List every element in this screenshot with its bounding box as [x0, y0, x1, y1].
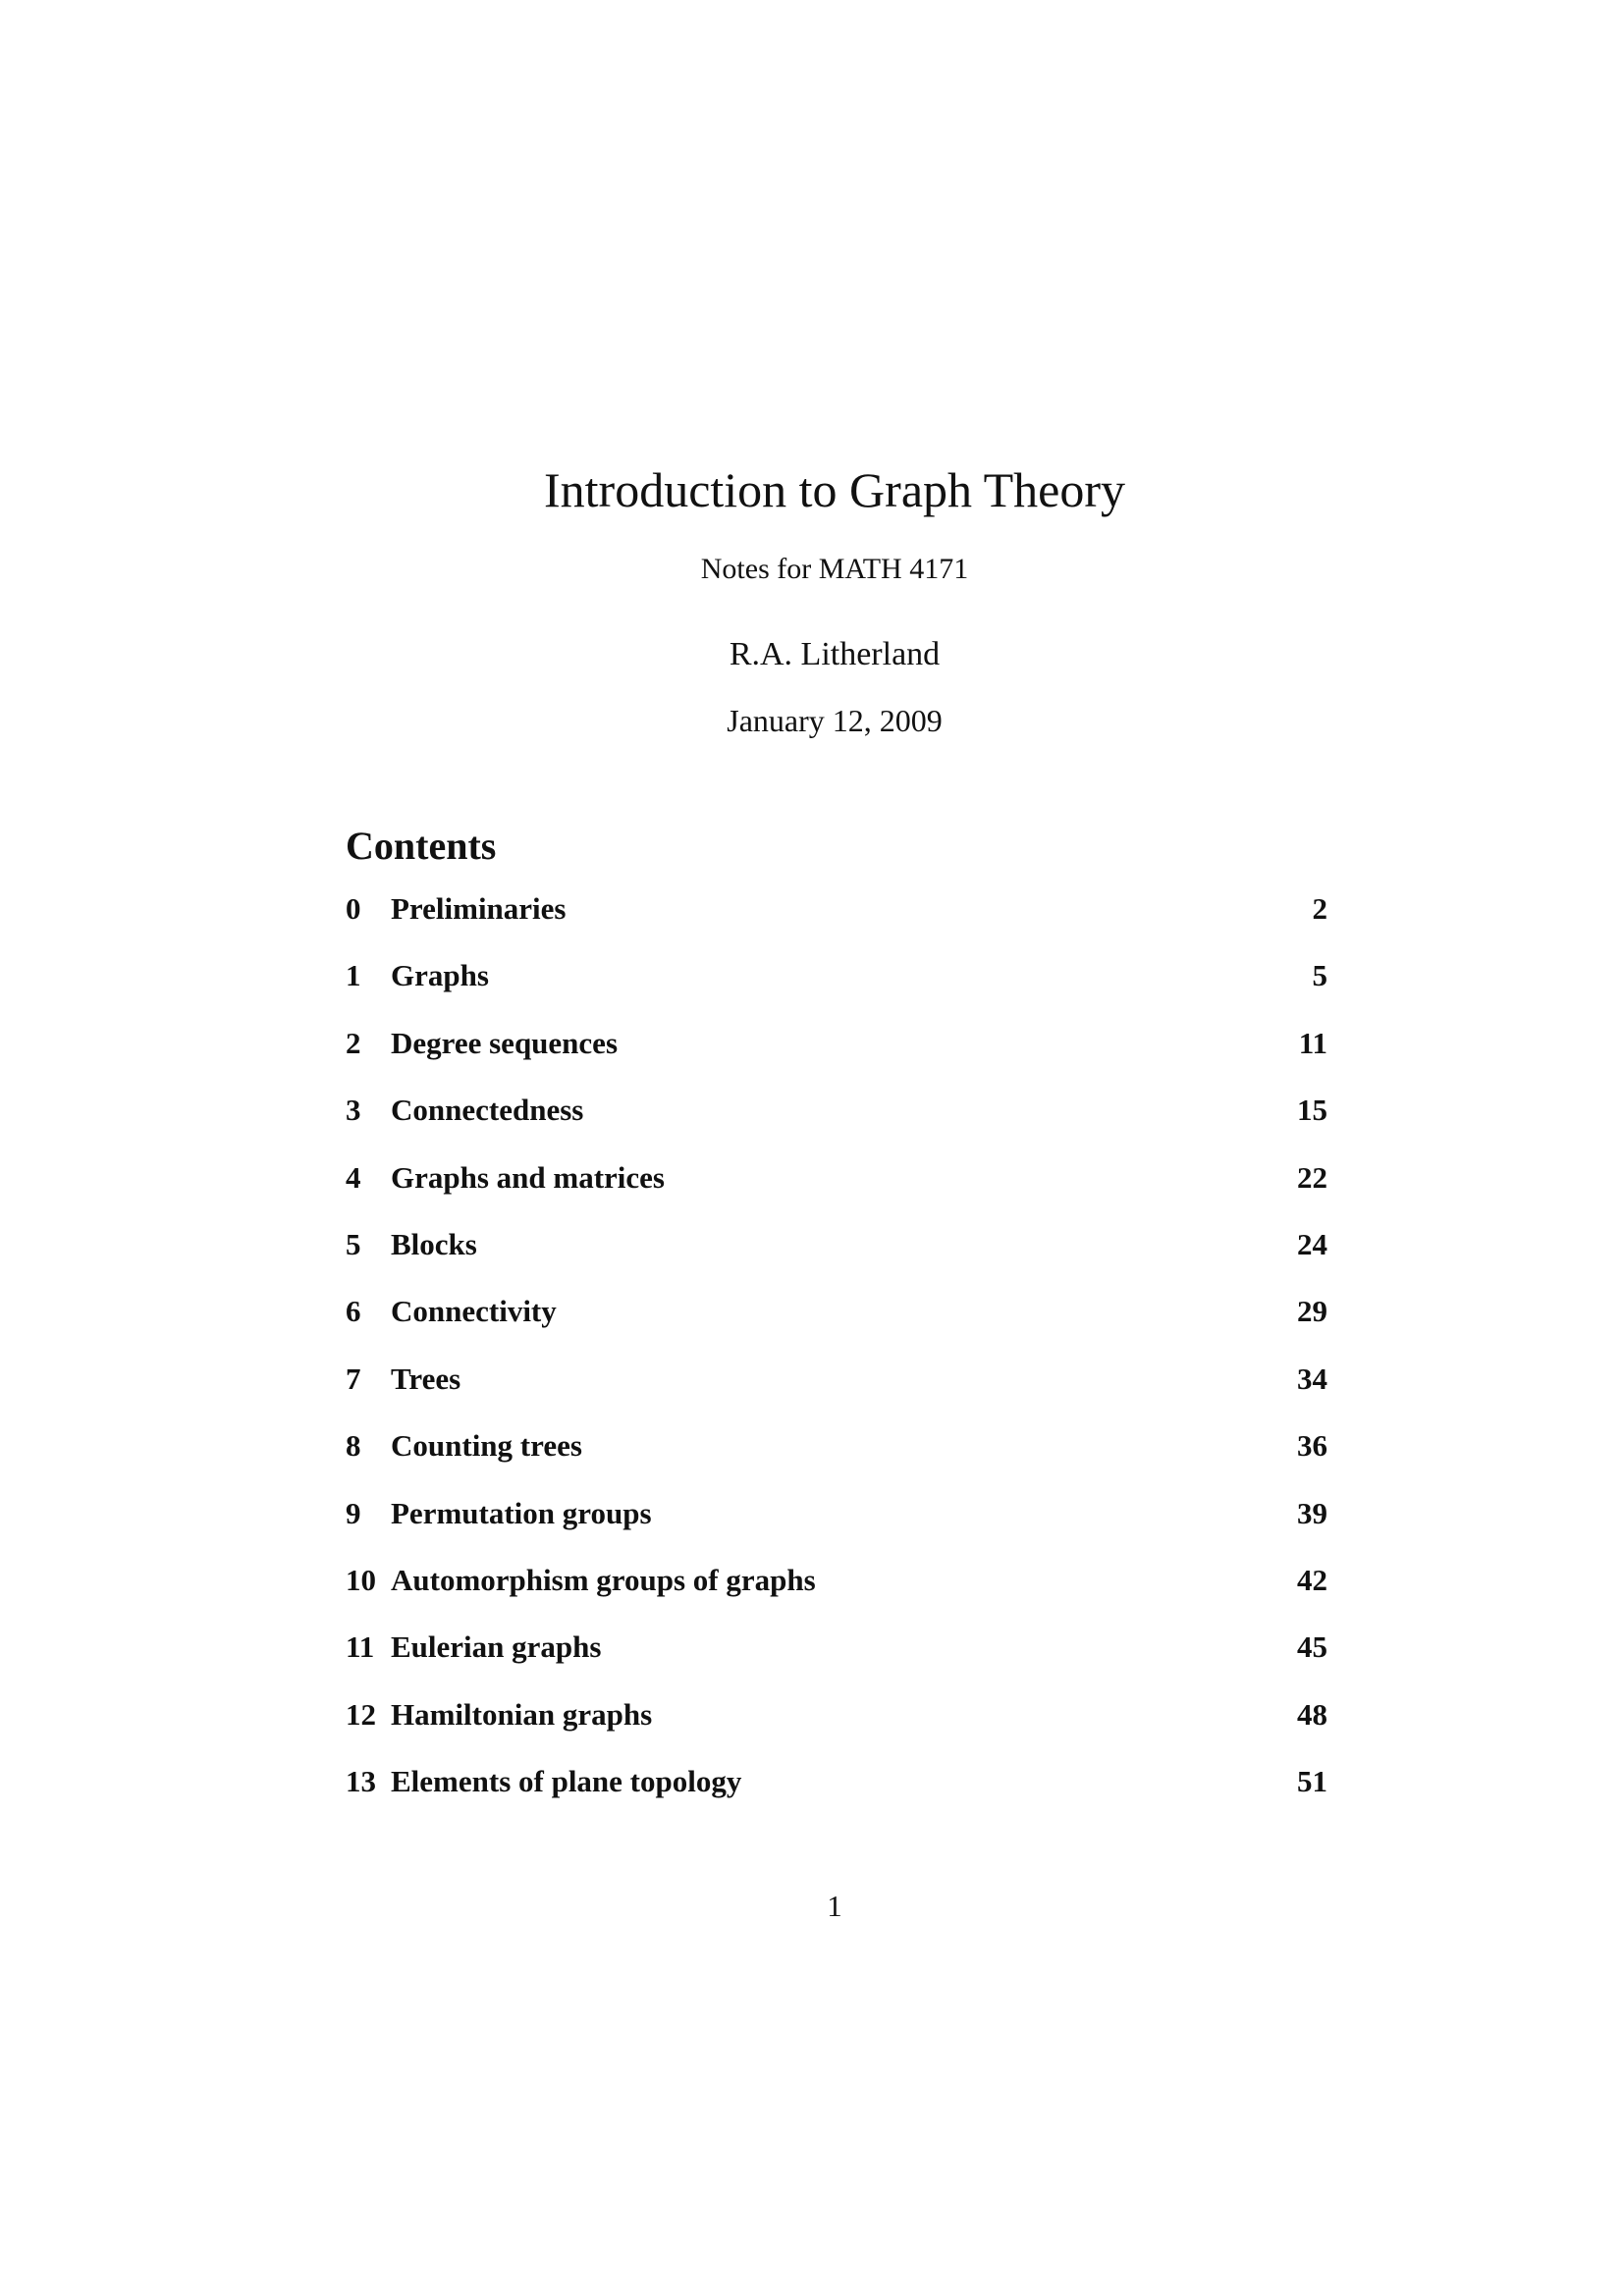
toc-entry-page: 45 — [1297, 1629, 1327, 1665]
toc-entry-eulerian-graphs[interactable] — [346, 1629, 1327, 1696]
toc-entry-number: 5 — [346, 1226, 361, 1261]
toc-entry-title: Connectivity — [391, 1294, 557, 1329]
toc-entry-number: 13 — [346, 1764, 376, 1799]
toc-entry-automorphism-groups[interactable] — [346, 1563, 1327, 1629]
toc-entry-title: Connectedness — [391, 1093, 584, 1128]
toc-entry-title: Eulerian graphs — [391, 1629, 602, 1665]
toc-entry-blocks[interactable] — [346, 1227, 1327, 1294]
toc-entry-title: Permutation groups — [391, 1495, 652, 1530]
toc-entry-page: 5 — [1312, 958, 1327, 993]
document-subtitle: Notes for MATH 4171 — [700, 553, 969, 585]
toc-entry-title: Elements of plane topology — [391, 1764, 742, 1799]
contents-heading: Contents — [346, 824, 497, 868]
toc-entry-number: 7 — [346, 1361, 361, 1396]
toc-entry-number: 3 — [346, 1093, 361, 1128]
toc-entry-title: Degree sequences — [391, 1025, 619, 1060]
page-number: 1 — [827, 1889, 842, 1923]
toc-entry-connectedness[interactable] — [346, 1093, 1327, 1159]
toc-entry-page: 36 — [1297, 1428, 1327, 1464]
toc-entry-page: 11 — [1298, 1025, 1327, 1060]
toc-entry-degree-sequences[interactable] — [346, 1026, 1327, 1093]
toc-entry-page: 39 — [1297, 1495, 1327, 1530]
toc-entry-page: 51 — [1297, 1764, 1327, 1799]
toc-entry-title: Blocks — [391, 1226, 477, 1261]
toc-entry-title: Automorphism groups of graphs — [391, 1562, 816, 1597]
toc-entry-number: 10 — [346, 1562, 376, 1597]
document-author: R.A. Litherland — [729, 636, 941, 672]
toc-entry-graphs[interactable] — [346, 958, 1327, 1025]
toc-entry-title: Hamiltonian graphs — [391, 1696, 653, 1732]
toc-entry-page: 34 — [1297, 1361, 1327, 1396]
toc-entry-preliminaries[interactable] — [346, 891, 1327, 958]
toc-entry-connectivity[interactable] — [346, 1294, 1327, 1361]
toc-entry-title: Preliminaries — [391, 891, 567, 926]
toc-entry-number: 11 — [346, 1629, 375, 1665]
toc-entry-counting-trees[interactable] — [346, 1428, 1327, 1495]
toc-entry-page: 2 — [1312, 891, 1327, 926]
toc-entry-number: 2 — [346, 1025, 361, 1060]
toc-entry-title: Graphs — [391, 958, 489, 993]
toc-entry-permutation-groups[interactable] — [346, 1496, 1327, 1563]
toc-entry-number: 9 — [346, 1495, 361, 1530]
toc-entry-page: 29 — [1297, 1294, 1327, 1329]
toc-entry-title: Counting trees — [391, 1428, 582, 1464]
toc-entry-page: 48 — [1297, 1696, 1327, 1732]
toc-entry-plane-topology[interactable] — [346, 1764, 1327, 1831]
toc-entry-graphs-and-matrices[interactable] — [346, 1160, 1327, 1227]
document-title: Introduction to Graph Theory — [544, 462, 1125, 517]
toc-entry-page: 15 — [1297, 1093, 1327, 1128]
toc-entry-trees[interactable] — [346, 1362, 1327, 1428]
toc-entry-page: 24 — [1297, 1226, 1327, 1261]
toc-entry-title: Trees — [391, 1361, 461, 1396]
document-date: January 12, 2009 — [727, 703, 943, 738]
toc-entry-title: Graphs and matrices — [391, 1159, 665, 1195]
toc-entry-page: 22 — [1297, 1159, 1327, 1195]
toc-entry-number: 12 — [346, 1696, 376, 1732]
toc-entry-number: 6 — [346, 1294, 361, 1329]
toc-entry-number: 8 — [346, 1428, 361, 1464]
table-of-contents — [346, 891, 1327, 1831]
toc-entry-number: 1 — [346, 958, 361, 993]
toc-entry-number: 4 — [346, 1159, 361, 1195]
toc-entry-hamiltonian-graphs[interactable] — [346, 1697, 1327, 1764]
toc-entry-number: 0 — [346, 891, 361, 926]
toc-entry-page: 42 — [1297, 1562, 1327, 1597]
